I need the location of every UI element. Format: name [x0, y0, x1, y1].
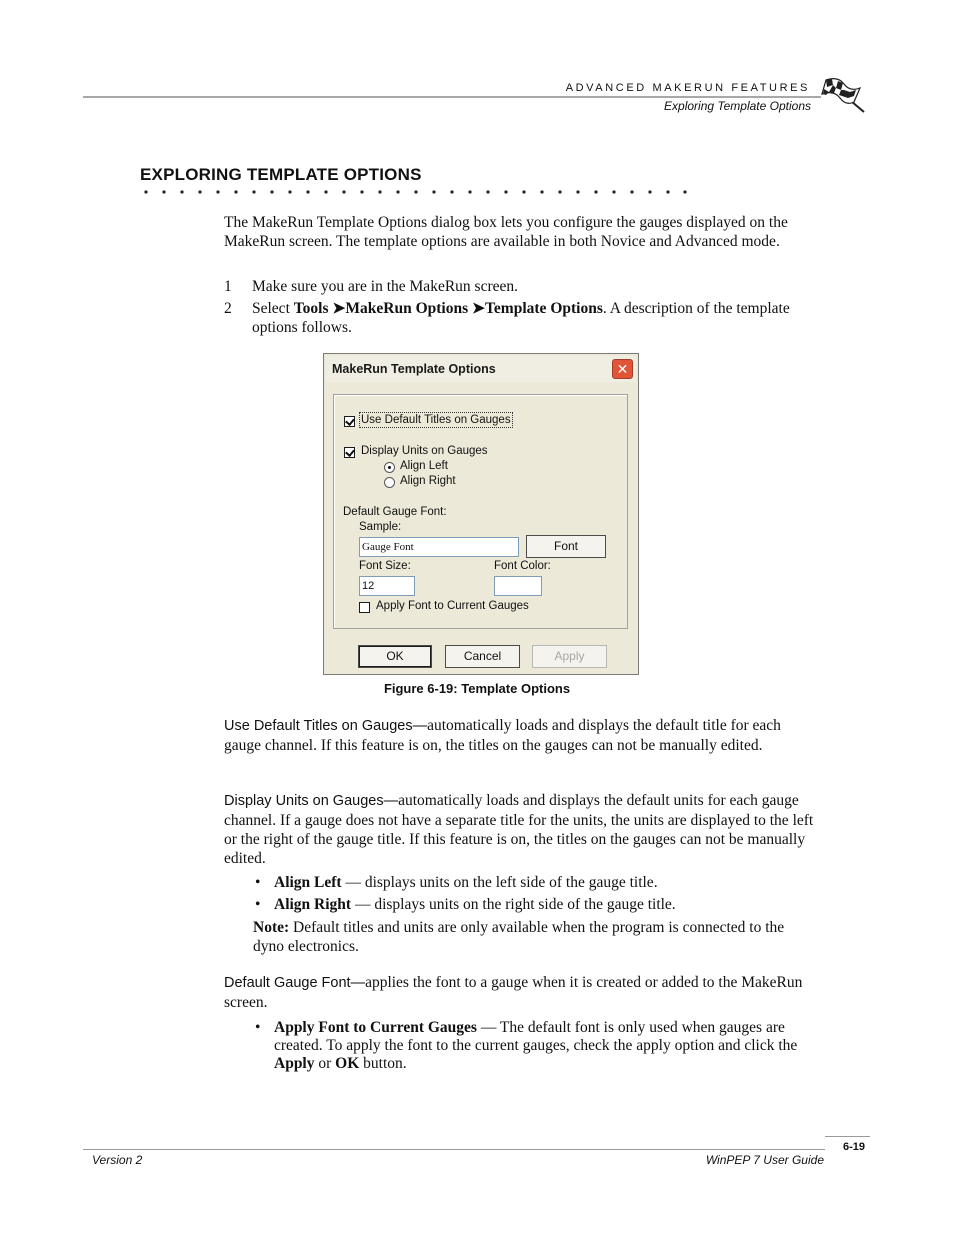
cancel-button[interactable]: Cancel: [445, 645, 520, 668]
font-color-label: Font Color:: [494, 560, 551, 572]
titles-term: Use Default Titles on Gauges—: [224, 718, 428, 734]
sample-font-field: Gauge Font: [359, 537, 519, 557]
font-term: Default Gauge Font—: [224, 975, 366, 991]
font-size-label: Font Size:: [359, 560, 411, 572]
units-term: Display Units on Gauges—: [224, 793, 399, 809]
note-paragraph: [253, 918, 818, 956]
step-text-post: . A description of the template options follows.: [252, 300, 790, 336]
step-text: Make sure you are in the MakeRun screen.: [252, 278, 518, 295]
titles-description: [224, 716, 814, 755]
list-item: [253, 896, 818, 914]
running-header-section: Exploring Template Options: [664, 99, 811, 113]
font-size-input[interactable]: 12: [359, 576, 415, 596]
running-header-chapter: ADVANCED MAKERUN FEATURES: [565, 82, 810, 94]
display-units-label[interactable]: Display Units on Gauges: [361, 445, 488, 457]
titles-body: automatically loads and displays the default title for each gauge channel. If this feature is on, the titles on the gauges can not be manually edited.: [224, 717, 781, 754]
align-right-term: Align Right: [274, 896, 352, 913]
menu-path-makerun-options: MakeRun Options: [345, 300, 473, 317]
units-body: automatically loads and displays the default units for each gauge channel. If a gauge does not have a separate title for the units, the units are displayed to the left or the right of the gauge title. If this feature is on, the titles on the gauges can not be manually edited.: [224, 792, 814, 867]
apply-current-term: Apply Font to Current Gauges: [274, 1019, 477, 1036]
apply-body-2: button.: [359, 1055, 407, 1072]
dialog-titlebar[interactable]: [326, 356, 636, 382]
align-bullet-list: [253, 874, 818, 918]
align-right-body: — displays units on the right side of the gauge title.: [351, 896, 676, 913]
dotted-rule: [143, 187, 688, 197]
step-item: [224, 277, 814, 296]
align-left-term: Align Left: [274, 874, 342, 891]
options-group-box: [333, 394, 628, 629]
ok-button[interactable]: OK: [358, 645, 432, 668]
bullet-icon: •: [255, 1019, 261, 1036]
bullet-icon: •: [255, 896, 261, 913]
ok-word: OK: [335, 1055, 360, 1072]
align-right-label[interactable]: Align Right: [400, 475, 456, 487]
apply-current-checkbox[interactable]: [359, 602, 370, 613]
step-number: 2: [224, 300, 232, 317]
step-number: 1: [224, 278, 232, 295]
menu-path-tools: Tools: [293, 300, 333, 317]
menu-arrow-icon: ➤: [472, 300, 486, 317]
menu-path-template-options: Template Options: [485, 300, 603, 317]
font-button[interactable]: Font: [526, 535, 606, 558]
align-left-body: — displays units on the left side of the gauge title.: [341, 874, 658, 891]
note-term: Note:: [253, 919, 290, 936]
bullet-icon: •: [255, 874, 261, 891]
or-word: or: [314, 1055, 336, 1072]
font-description: [224, 973, 814, 1012]
units-description: [224, 791, 814, 868]
font-color-swatch[interactable]: [494, 576, 542, 596]
step-list: [224, 277, 814, 337]
step-text-pre: Select: [252, 300, 294, 317]
apply-button[interactable]: Apply: [532, 645, 607, 668]
align-left-radio[interactable]: [384, 462, 395, 473]
apply-bullet-list: [253, 1019, 818, 1077]
use-default-titles-label[interactable]: Use Default Titles on Gauges: [361, 414, 511, 426]
footer-rule: [83, 1149, 825, 1150]
apply-word: Apply: [274, 1055, 315, 1072]
section-title: EXPLORING TEMPLATE OPTIONS: [140, 165, 422, 184]
default-gauge-font-label: Default Gauge Font:: [343, 506, 447, 518]
footer-guide-title: WinPEP 7 User Guide: [705, 1153, 824, 1167]
list-item: [253, 874, 818, 892]
close-icon: ✕: [616, 361, 629, 377]
align-left-label[interactable]: Align Left: [400, 460, 448, 472]
intro-paragraph: The MakeRun Template Options dialog box lets you configure the gauges displayed on the MakeRun screen. The template options are available in both Novice and Advanced mode.: [224, 214, 788, 250]
close-button[interactable]: [612, 359, 633, 379]
apply-current-label[interactable]: Apply Font to Current Gauges: [376, 600, 529, 612]
figure-caption: Figure 6-19: Template Options: [383, 681, 571, 696]
list-item: [253, 1019, 818, 1073]
menu-arrow-icon: ➤: [332, 300, 346, 317]
font-body: applies the font to a gauge when it is created or added to the MakeRun screen.: [224, 974, 803, 1011]
align-right-radio[interactable]: [384, 477, 395, 488]
display-units-checkbox[interactable]: [344, 447, 355, 458]
step-item: [224, 299, 814, 337]
apply-body-1: — The default font is only used when gauges are created. To apply the font to the current gauges, check the apply option and click the: [274, 1019, 798, 1054]
footer-tick-rule: [825, 1136, 870, 1137]
dialog-title: MakeRun Template Options: [332, 362, 496, 376]
note-body: Default titles and units are only available when the program is connected to the dyno electronics.: [253, 919, 785, 955]
footer-version: Version 2: [92, 1153, 143, 1167]
page-number: 6-19: [843, 1141, 866, 1153]
header-rule: [83, 96, 821, 98]
checkered-flag-icon: [820, 76, 866, 114]
template-options-dialog: [323, 353, 639, 675]
use-default-titles-checkbox[interactable]: [344, 416, 355, 427]
sample-label: Sample:: [359, 521, 402, 533]
